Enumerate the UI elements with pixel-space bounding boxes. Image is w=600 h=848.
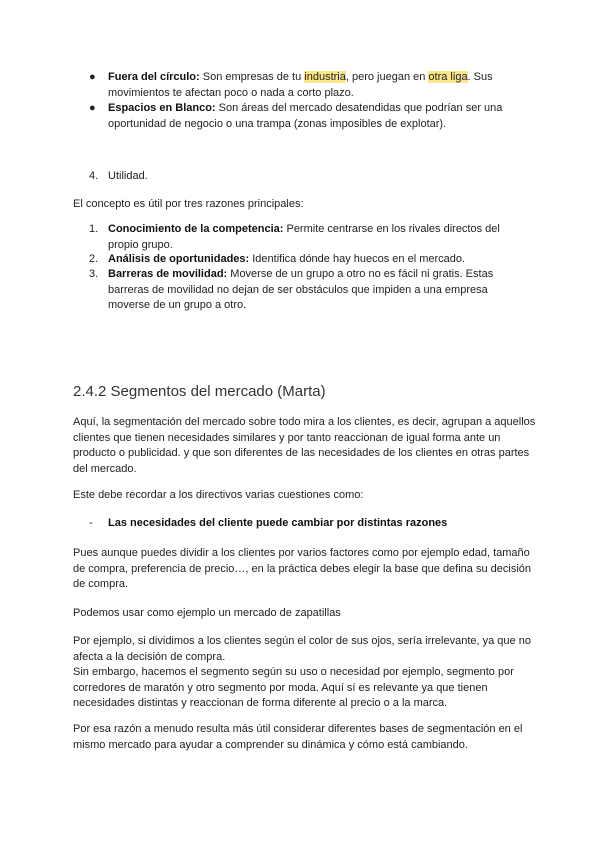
reason-title: Barreras de movilidad: xyxy=(108,268,228,280)
bullet-text: Son áreas del mercado desatendidas que podrían ser una oportunidad de negocio o una trampa (zonas imposibles de explotar). xyxy=(108,102,503,130)
highlight-otra-liga: otra liga xyxy=(428,71,468,83)
reason-title: Conocimiento de la competencia: xyxy=(108,223,284,235)
reason-text: Permite centrarse en los rivales directos del propio grupo. xyxy=(108,223,500,251)
bullet-text: , pero juegan en xyxy=(345,71,429,83)
reason-text: Identifica dónde hay huecos en el mercado. xyxy=(249,253,466,265)
paragraph-conclusion: Por esa razón a menudo resulta más útil considerar diferentes bases de segmentación en el mismo mercado para ayudar a comprender su dinámica y cómo está cambiando. xyxy=(73,723,523,751)
concept-intro: El concepto es útil por tres razones principales: xyxy=(73,198,304,210)
bullet-fuera-del-circulo xyxy=(108,70,530,101)
bullet-espacios-en-blanco xyxy=(108,101,530,132)
paragraph-zapatillas: Podemos usar como ejemplo un mercado de zapatillas xyxy=(73,607,341,619)
bullet-title: Fuera del círculo: xyxy=(108,71,200,83)
dash-marker: - xyxy=(89,517,93,529)
bullet-marker: ● xyxy=(89,102,96,114)
paragraph-ejemplo-ojos: Por ejemplo, si dividimos a los clientes según el color de sus ojos, sería irrelevante, ya que no afecta a la decisión de compra. xyxy=(73,635,531,663)
reason-item xyxy=(108,267,530,314)
list-number: 2. xyxy=(89,253,99,265)
section-heading: 2.4.2 Segmentos del mercado (Marta) xyxy=(73,383,326,400)
list-number: 4. xyxy=(89,170,99,182)
list-number: 3. xyxy=(89,268,99,280)
utility-item: Utilidad. xyxy=(108,170,148,182)
list-number: 1. xyxy=(89,223,99,235)
paragraph-factores: Pues aunque puedes dividir a los clientes por varios factores como por ejemplo edad, tamaño de compra, preferencia de precio…, en la práctica debes elegir la base que defina su decisión de compra. xyxy=(73,547,531,590)
dash-item xyxy=(108,516,530,532)
paragraph-segmentacion: Aquí, la segmentación del mercado sobre todo mira a los clientes, es decir, agrupan a aquellos clientes que tienen necesidades similares y por tanto reaccionan de igual forma ante un producto o publicidad. y que son diferentes de las necesidades de los clientes en otras partes del mercado. xyxy=(73,416,536,475)
bullet-marker: ● xyxy=(89,71,96,83)
bullet-text: . Sus movimientos te afectan poco o nada a corto plazo. xyxy=(108,71,493,99)
reason-item xyxy=(108,252,530,268)
highlight-industria: industria xyxy=(304,71,346,83)
reason-title: Análisis de oportunidades: xyxy=(108,253,250,265)
reason-text: Moverse de un grupo a otro no es fácil ni gratis. Estas barreras de movilidad no dejan de ser obstáculos que impiden a una empresa moverse de un grupo a otro. xyxy=(108,268,494,311)
paragraph-directivos: Este debe recordar a los directivos varias cuestiones como: xyxy=(73,489,364,501)
bullet-title: Espacios en Blanco: xyxy=(108,102,216,114)
reason-item xyxy=(108,222,530,253)
paragraph-ejemplo-uso: Sin embargo, hacemos el segmento según su uso o necesidad por ejemplo, segmento por corredores de maratón y otro segmento por moda. Aquí sí es relevante ya que tienen necesidades distintas y reaccionan de forma diferente al precio o a la marca. xyxy=(73,666,514,709)
dash-item-text: Las necesidades del cliente puede cambiar por distintas razones xyxy=(108,517,448,529)
bullet-text: Son empresas de tu xyxy=(199,71,305,83)
